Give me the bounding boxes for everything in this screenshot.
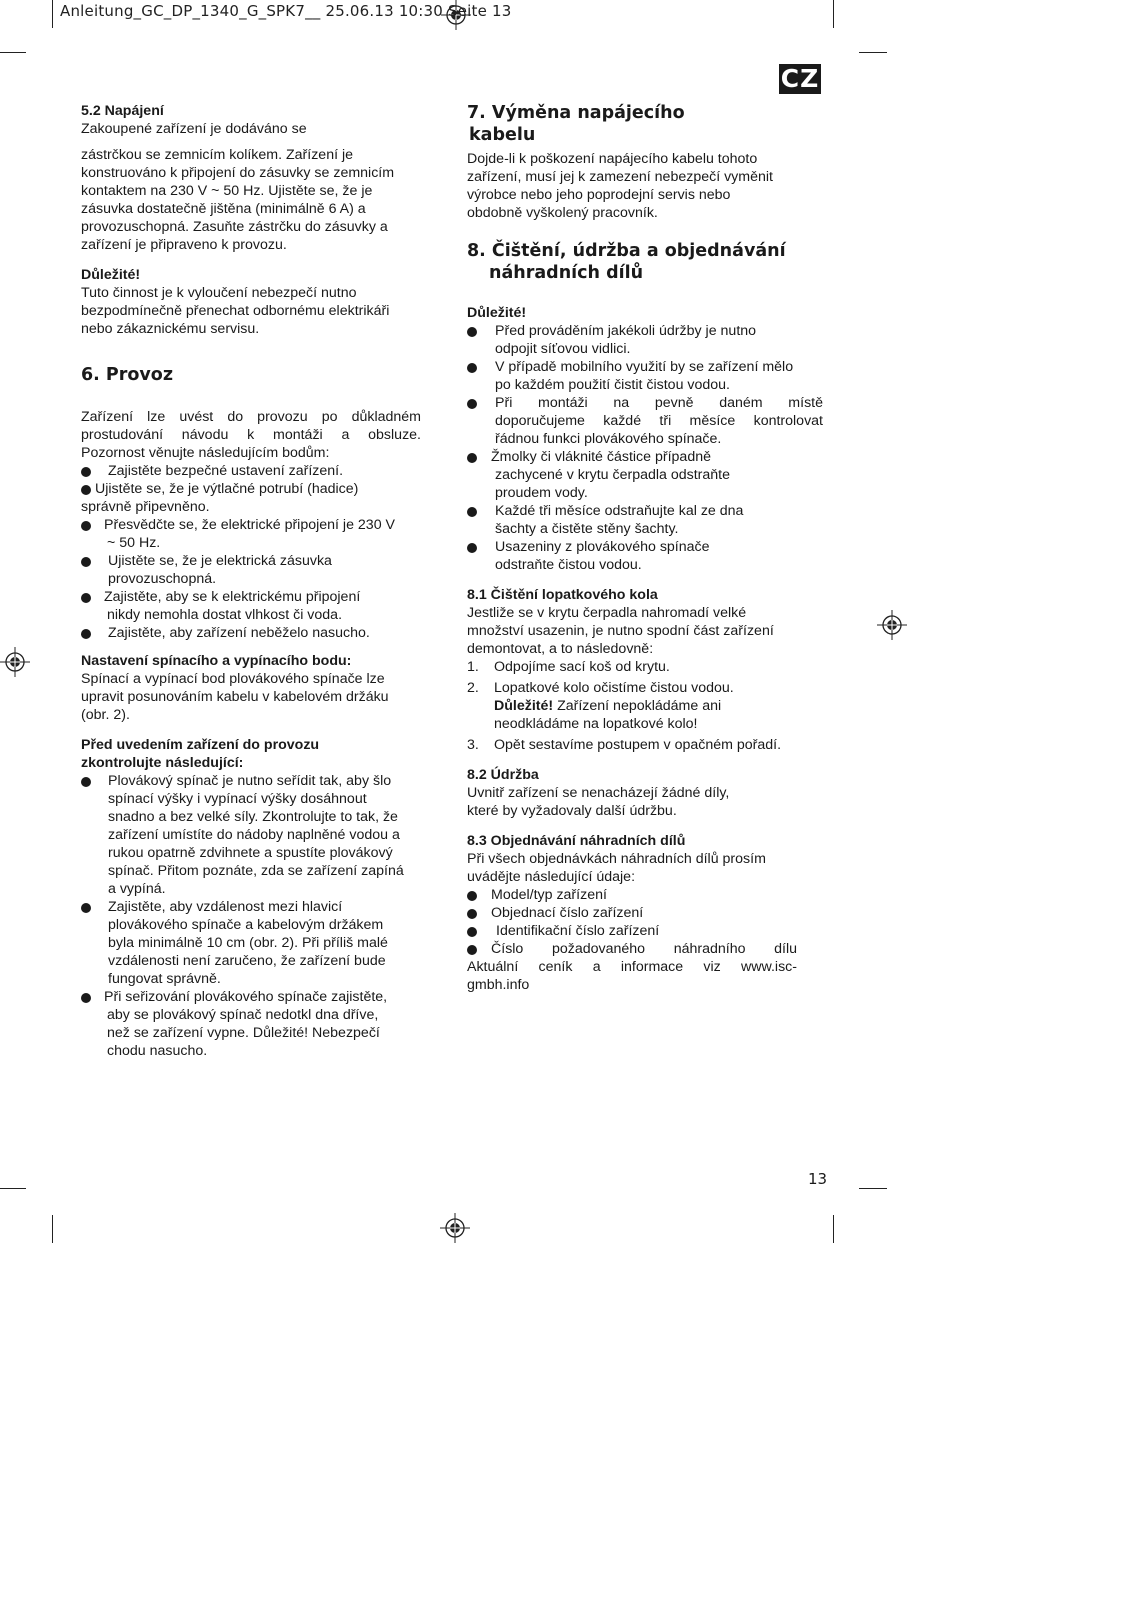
paragraph-line: správně připevněno. [81,499,210,515]
paragraph-line: Zakoupené zařízení je dodáváno se [81,121,307,137]
section-title: kabelu [469,125,536,145]
bullet-icon [467,327,477,337]
bullet-icon [467,453,477,463]
paragraph-line: konstruováno k připojení do zásuvky se zemnicím [81,165,395,181]
paragraph-line: (obr. 2). [81,707,130,723]
bullet-icon [467,927,477,937]
paragraph-line: Pozornost věnujte následujícím bodům: [81,445,330,461]
paragraph-line: gmbh.info [467,977,530,993]
paragraph-line: kontaktem na 230 V ~ 50 Hz. Ujistěte se, že je [81,183,373,199]
important-heading: Důležité! [81,267,141,283]
paragraph-line: obdobně vyškolený pracovník. [467,205,658,221]
list-item: Žmolky či vláknité částice případně zachycené v krytu čerpadla odstraňte proudem vody. [467,448,823,502]
paragraph-line: Dojde-li k poškození napájecího kabelu tohoto [467,151,758,167]
subsection-heading: zkontrolujte následující: [81,755,244,771]
section-heading: 5.2 Napájení [81,103,164,119]
bullet-icon [467,507,477,517]
list-item: Zajistěte, aby zařízení neběželo nasucho. [81,624,421,642]
numbered-item: 2. Lopatkové kolo očistíme čistou vodou. Důležité! Zařízení nepokládáme ani neodkládáme na lopatkové kolo! [467,680,734,732]
numbered-item: 1. Odpojíme sací koš od krytu. [467,659,670,675]
section-title: 7. Výměna napájecího [467,103,685,123]
subsection-heading: 8.3 Objednávání náhradních dílů [467,833,686,849]
paragraph-line: demontovat, a to následovně: [467,641,654,657]
paragraph-line: výrobce nebo jeho poprodejní servis nebo [467,187,731,203]
list-item: Přesvědčte se, že elektrické připojení je 230 V ~ 50 Hz. [81,516,421,552]
subsection-heading: 8.1 Čištění lopatkového kola [467,587,658,603]
crop-mark [52,1215,53,1243]
subsection-heading: Nastavení spínacího a vypínacího bodu: [81,653,352,669]
paragraph-line: Aktuální ceník a informace viz www.isc- [467,959,797,975]
list-item: Zajistěte, aby se k elektrickému připojení nikdy nemohla dostat vlhkost či voda. [81,588,421,624]
list-item: Číslo požadovaného náhradního dílu [467,940,797,958]
bullet-icon [81,777,91,787]
registration-mark-icon [0,647,30,677]
list-item: Při montáži na pevně daném místě doporučujeme každé tři měsíce kontrolovat řádnou funkci plovákového spínače. [467,394,823,448]
bullet-icon [467,909,477,919]
crop-mark [0,52,26,53]
paragraph-line: Spínací a vypínací bod plovákového spínače lze [81,671,385,687]
list-item: Identifikační číslo zařízení [467,922,823,940]
bullet-icon [467,891,477,901]
bullet-icon [81,903,91,913]
list-item: Zajistěte, aby vzdálenost mezi hlavicí plovákového spínače a kabelovým držákem byla minimálně 10 cm (obr. 2). Při příliš malé vzdálenosti není zaručeno, že zařízení bude fungovat správně. [81,898,421,988]
numbered-item: 3. Opět sestavíme postupem v opačném pořadí. [467,737,782,753]
paragraph-line: nebo zákaznickému servisu. [81,321,260,337]
language-tab: CZ [780,64,820,93]
paragraph-line: zařízení, musí jej k zamezení nebezpečí vyměnit [467,169,773,185]
paragraph-line: prostudování návodu k montáži a obsluze. [81,427,421,443]
paragraph-line: Uvnitř zařízení se nenacházejí žádné díly, [467,785,730,801]
bullet-icon [81,485,91,495]
page-number: 13 [808,1170,828,1188]
paragraph-line: které by vyžadovaly další údržbu. [467,803,677,819]
paragraph-line: zásuvka dostatečně jištěna (minimálně 6 A) a [81,201,366,217]
paragraph-line: upravit posunováním kabelu v kabelovém držáku [81,689,389,705]
bullet-icon [81,467,91,477]
bullet-icon [467,363,477,373]
print-slug: Anleitung_GC_DP_1340_G_SPK7__ 25.06.13 10:30 Seite 13 [60,2,512,20]
paragraph-line: Zařízení lze uvést do provozu po důkladném [81,409,421,425]
list-item: Usazeniny z plovákového spínače odstraňte čistou vodou. [467,538,823,574]
paragraph-line: provozuschopná. Zasuňte zástrčku do zásuvky a [81,219,388,235]
bullet-icon [467,543,477,553]
paragraph-line: Při všech objednávkách náhradních dílů prosím [467,851,766,867]
paragraph-line: Jestliže se v krytu čerpadla nahromadí velké [467,605,747,621]
list-item: Ujistěte se, že je výtlačné potrubí (hadice) [81,480,421,498]
paragraph-line: zástrčkou se zemnicím kolíkem. Zařízení je [81,147,354,163]
list-item: Objednací číslo zařízení [467,904,823,922]
crop-mark [0,1188,26,1189]
bullet-icon [81,629,91,639]
paragraph-line: bezpodmínečně přenechat odbornému elektrikáři [81,303,390,319]
list-item: Ujistěte se, že je elektrická zásuvka provozuschopná. [81,552,421,588]
section-title: 6. Provoz [81,365,174,385]
list-item: Plovákový spínač je nutno seřídit tak, aby šlo spínací výšky i vypínací výšky dosáhnout snadno a bez velké síly. Zkontrolujte to tak, že zařízení umístíte do nádoby naplněné vodou a rukou opatrně zdvihnete a spustíte plovákový spínač. Přitom poznáte, zda se zařízení zapíná a vypíná. [81,772,421,898]
list-item: V případě mobilního využití by se zařízení mělo po každém použití čistit čistou vodou. [467,358,823,394]
subsection-heading: 8.2 Údržba [467,767,539,783]
crop-mark [52,0,53,28]
crop-mark [833,1215,834,1243]
list-item: Při seřizování plovákového spínače zajistěte, aby se plovákový spínač nedotkl dna dříve, než se zařízení vypne. Důležité! Nebezpečí chodu nasucho. [81,988,421,1060]
subsection-heading: Před uvedením zařízení do provozu [81,737,320,753]
section-title: 8. Čištění, údržba a objednávání [467,241,786,261]
crop-mark [859,1188,887,1189]
crop-mark [859,52,887,53]
bullet-icon [467,399,477,409]
list-item: Zajistěte bezpečné ustavení zařízení. [81,462,421,480]
paragraph-line: Tuto činnost je k vyloučení nebezpečí nutno [81,285,357,301]
important-heading: Důležité! [467,305,527,321]
paragraph-line: množství usazenin, je nutno spodní část zařízení [467,623,774,639]
bullet-icon [81,557,91,567]
crop-mark [833,0,834,28]
left-column [81,102,421,1060]
bullet-icon [81,593,91,603]
list-item: Před prováděním jakékoli údržby je nutno odpojit síťovou vidlici. [467,322,823,358]
bullet-icon [467,945,477,955]
registration-mark-icon [877,610,907,640]
paragraph-line: zařízení je připraveno k provozu. [81,237,287,253]
paragraph-line: uvádějte následující údaje: [467,869,636,885]
list-item: Každé tři měsíce odstraňujte kal ze dna šachty a čistěte stěny šachty. [467,502,823,538]
bullet-icon [81,993,91,1003]
registration-mark-icon [440,1213,470,1243]
list-item: Model/typ zařízení [467,886,823,904]
bullet-icon [81,521,91,531]
section-title: náhradních dílů [489,263,644,283]
right-column [467,102,823,994]
